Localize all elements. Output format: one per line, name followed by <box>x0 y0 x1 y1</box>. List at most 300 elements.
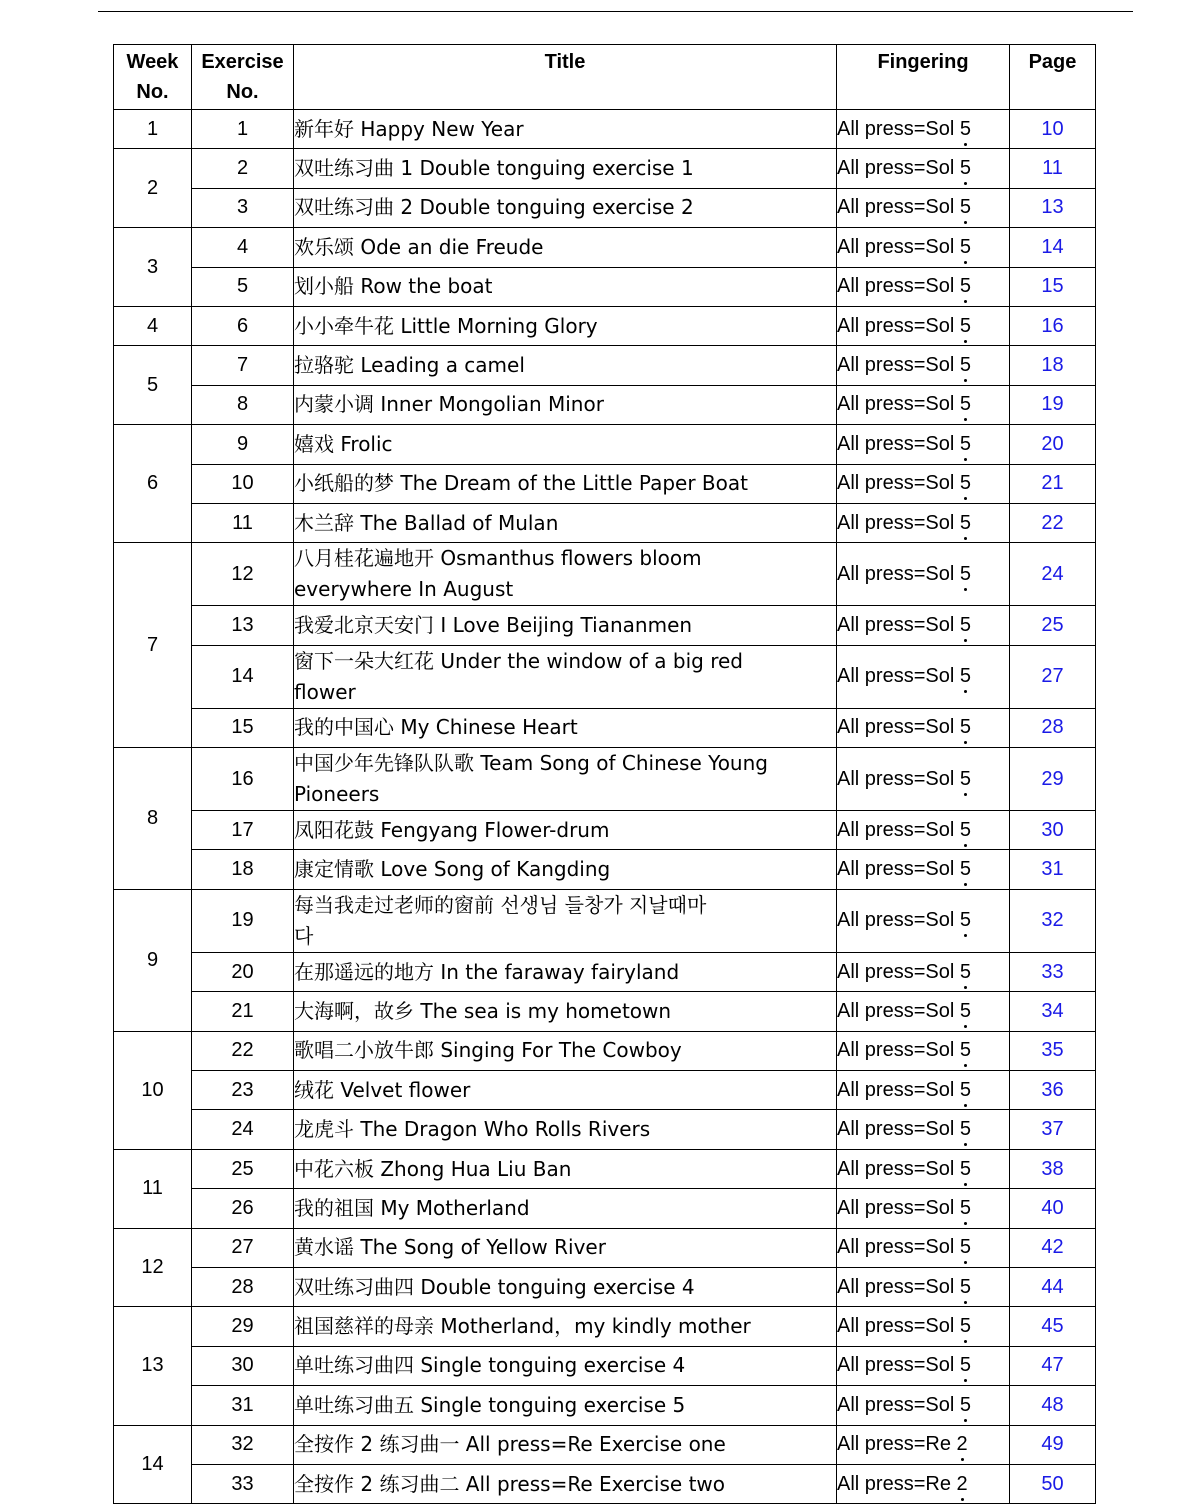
fingering <box>837 1425 1010 1464</box>
fingering-label: All press=Sol <box>837 1354 955 1377</box>
fingering-note: 2 <box>957 1433 968 1456</box>
page-link[interactable]: 49 <box>1010 1425 1096 1464</box>
exercise-title <box>294 748 837 811</box>
fingering <box>837 385 1010 424</box>
exercise-title <box>294 1346 837 1385</box>
title-line: 每当我走过老师的窗前 선생님 들창가 지날때마 <box>294 892 707 917</box>
fingering <box>837 346 1010 385</box>
table-row <box>114 1149 1096 1188</box>
page-link[interactable]: 47 <box>1010 1346 1096 1385</box>
table-body <box>114 110 1096 1504</box>
exercise-number: 6 <box>192 306 294 345</box>
table-row <box>114 425 1096 464</box>
exercise-title <box>294 708 837 747</box>
low-octave-dot-icon <box>961 1458 964 1461</box>
fingering <box>837 1346 1010 1385</box>
fingering <box>837 708 1010 747</box>
exercise-title <box>294 1228 837 1267</box>
page-link[interactable]: 18 <box>1010 346 1096 385</box>
table-row <box>114 1425 1096 1464</box>
exercise-table <box>113 44 1096 1504</box>
exercise-number: 33 <box>192 1464 294 1503</box>
title-line: 黄水谣 The Song of Yellow River <box>294 1235 606 1260</box>
page-link[interactable]: 20 <box>1010 425 1096 464</box>
week-number: 14 <box>114 1425 192 1504</box>
table-row <box>114 645 1096 708</box>
fingering-note: 5 <box>960 665 971 688</box>
title-line: 窗下一朵大红花 Under the window of a big red <box>294 648 744 673</box>
low-octave-dot-icon <box>964 883 967 886</box>
page-link[interactable]: 16 <box>1010 306 1096 345</box>
exercise-number: 4 <box>192 228 294 267</box>
fingering-note: 5 <box>960 1354 971 1377</box>
page-link[interactable]: 21 <box>1010 464 1096 503</box>
fingering-label: All press=Sol <box>837 1393 955 1416</box>
title-line: 木兰辞 The Ballad of Mulan <box>294 510 559 535</box>
exercise-title <box>294 1425 837 1464</box>
table-row <box>114 1189 1096 1228</box>
low-octave-dot-icon <box>964 1340 967 1343</box>
exercise-title <box>294 385 837 424</box>
exercise-number: 18 <box>192 850 294 889</box>
fingering <box>837 425 1010 464</box>
fingering-label: All press=Sol <box>837 511 955 534</box>
week-number: 3 <box>114 228 192 307</box>
exercise-title <box>294 992 837 1031</box>
fingering-label: All press=Sol <box>837 314 955 337</box>
low-octave-dot-icon <box>961 1498 964 1501</box>
page-link[interactable]: 44 <box>1010 1267 1096 1306</box>
table-row <box>114 543 1096 606</box>
page-link[interactable]: 38 <box>1010 1149 1096 1188</box>
fingering-note: 5 <box>960 1394 971 1417</box>
fingering-label: All press=Sol <box>837 235 955 258</box>
low-octave-dot-icon <box>964 221 967 224</box>
exercise-number: 13 <box>192 606 294 645</box>
fingering-label: All press=Sol <box>837 562 955 585</box>
fingering-label: All press=Sol <box>837 909 955 932</box>
fingering-label: All press=Sol <box>837 960 955 983</box>
exercise-number: 31 <box>192 1386 294 1425</box>
title-line: 我的中国心 My Chinese Heart <box>294 715 578 740</box>
page-link[interactable]: 19 <box>1010 385 1096 424</box>
page-link[interactable]: 32 <box>1010 889 1096 952</box>
title-line: 小纸船的梦 The Dream of the Little Paper Boat <box>294 471 748 496</box>
exercise-number: 9 <box>192 425 294 464</box>
fingering-label: All press=Sol <box>837 1118 955 1141</box>
exercise-title <box>294 606 837 645</box>
exercise-number: 24 <box>192 1110 294 1149</box>
fingering-label: All press=Sol <box>837 1275 955 1298</box>
low-octave-dot-icon <box>964 497 967 500</box>
table-row <box>114 110 1096 149</box>
exercise-title <box>294 110 837 149</box>
exercise-number: 17 <box>192 811 294 850</box>
low-octave-dot-icon <box>964 1183 967 1186</box>
page-link[interactable]: 45 <box>1010 1307 1096 1346</box>
fingering <box>837 503 1010 542</box>
fingering <box>837 748 1010 811</box>
exercise-title <box>294 1386 837 1425</box>
title-line: 我爱北京天安门 I Love Beijing Tiananmen <box>294 612 693 637</box>
header-title: Title <box>294 45 837 110</box>
fingering-note: 5 <box>960 512 971 535</box>
exercise-number: 2 <box>192 149 294 188</box>
page-link[interactable]: 35 <box>1010 1031 1096 1070</box>
fingering <box>837 149 1010 188</box>
exercise-title <box>294 850 837 889</box>
page-link[interactable]: 25 <box>1010 606 1096 645</box>
fingering <box>837 850 1010 889</box>
fingering-label: All press=Sol <box>837 818 955 841</box>
fingering-note: 5 <box>960 909 971 932</box>
fingering-label: All press=Sol <box>837 999 955 1022</box>
low-octave-dot-icon <box>964 1143 967 1146</box>
week-number: 4 <box>114 306 192 345</box>
exercise-number: 15 <box>192 708 294 747</box>
title-line: 祖国慈祥的母亲 Motherland，my kindly mother <box>294 1314 751 1339</box>
week-number: 7 <box>114 543 192 748</box>
exercise-number: 19 <box>192 889 294 952</box>
exercise-number: 12 <box>192 543 294 606</box>
fingering-note: 5 <box>960 275 971 298</box>
title-line: 全按作 2 练习曲一 All press=Re Exercise one <box>294 1432 726 1457</box>
week-number: 1 <box>114 110 192 149</box>
low-octave-dot-icon <box>964 537 967 540</box>
exercise-title <box>294 952 837 991</box>
header-row <box>114 45 1096 110</box>
low-octave-dot-icon <box>964 300 967 303</box>
week-number: 10 <box>114 1031 192 1149</box>
low-octave-dot-icon <box>964 143 967 146</box>
title-line: 单吐练习曲五 Single tonguing exercise 5 <box>294 1392 686 1417</box>
title-line: 八月桂花遍地开 Osmanthus flowers bloom <box>294 546 702 571</box>
low-octave-dot-icon <box>964 458 967 461</box>
page-link[interactable]: 31 <box>1010 850 1096 889</box>
low-octave-dot-icon <box>964 261 967 264</box>
table-row <box>114 708 1096 747</box>
exercise-number: 20 <box>192 952 294 991</box>
table-row <box>114 503 1096 542</box>
exercise-title <box>294 228 837 267</box>
title-line-continued: everywhere In August <box>294 577 514 602</box>
exercise-title <box>294 425 837 464</box>
fingering-label: All press=Re <box>837 1472 951 1495</box>
fingering-label: All press=Sol <box>837 1196 955 1219</box>
fingering-label: All press=Sol <box>837 1078 955 1101</box>
table-row <box>114 952 1096 991</box>
fingering-note: 5 <box>960 354 971 377</box>
fingering-note: 5 <box>960 1079 971 1102</box>
exercise-number: 27 <box>192 1228 294 1267</box>
fingering-note: 5 <box>960 614 971 637</box>
fingering <box>837 110 1010 149</box>
fingering <box>837 188 1010 227</box>
page-link[interactable]: 30 <box>1010 811 1096 850</box>
title-line: 中花六板 Zhong Hua Liu Ban <box>294 1156 572 1181</box>
title-line: 绒花 Velvet flower <box>294 1077 471 1102</box>
title-line: 歌唱二小放牛郎 Singing For The Cowboy <box>294 1038 682 1063</box>
exercise-number: 23 <box>192 1071 294 1110</box>
fingering <box>837 267 1010 306</box>
exercise-number: 1 <box>192 110 294 149</box>
exercise-title <box>294 645 837 708</box>
fingering <box>837 464 1010 503</box>
exercise-number: 10 <box>192 464 294 503</box>
low-octave-dot-icon <box>964 1064 967 1067</box>
fingering-note: 5 <box>960 472 971 495</box>
exercise-number: 26 <box>192 1189 294 1228</box>
page-link[interactable]: 11 <box>1010 149 1096 188</box>
fingering-label: All press=Sol <box>837 432 955 455</box>
fingering-note: 5 <box>960 858 971 881</box>
low-octave-dot-icon <box>964 986 967 989</box>
header-page: Page <box>1010 45 1096 110</box>
title-line: 康定情歌 Love Song of Kangding <box>294 857 611 882</box>
exercise-title <box>294 1464 837 1503</box>
fingering-note: 5 <box>960 157 971 180</box>
table-row <box>114 889 1096 952</box>
table-row <box>114 1346 1096 1385</box>
page-link[interactable]: 10 <box>1010 110 1096 149</box>
fingering-note: 5 <box>960 716 971 739</box>
title-line: 我的祖国 My Motherland <box>294 1195 530 1220</box>
fingering-label: All press=Sol <box>837 157 955 180</box>
title-line: 内蒙小调 Inner Mongolian Minor <box>294 392 604 417</box>
week-number: 6 <box>114 425 192 543</box>
fingering-note: 5 <box>960 315 971 338</box>
title-line: 拉骆驼 Leading a camel <box>294 353 525 378</box>
exercise-title <box>294 1031 837 1070</box>
fingering <box>837 1071 1010 1110</box>
fingering <box>837 1267 1010 1306</box>
exercise-number: 30 <box>192 1346 294 1385</box>
fingering <box>837 889 1010 952</box>
page-link[interactable]: 27 <box>1010 645 1096 708</box>
title-line: 小小牵牛花 Little Morning Glory <box>294 313 598 338</box>
fingering-note: 5 <box>960 433 971 456</box>
exercise-title <box>294 503 837 542</box>
page-link[interactable]: 13 <box>1010 188 1096 227</box>
exercise-title <box>294 1110 837 1149</box>
fingering-label: All press=Sol <box>837 117 955 140</box>
fingering-note: 5 <box>960 393 971 416</box>
title-line: 双吐练习曲四 Double tonguing exercise 4 <box>294 1274 695 1299</box>
title-line: 单吐练习曲四 Single tonguing exercise 4 <box>294 1353 686 1378</box>
title-line: 全按作 2 练习曲二 All press=Re Exercise two <box>294 1471 726 1496</box>
fingering-note: 5 <box>960 1000 971 1023</box>
table-row <box>114 748 1096 811</box>
title-line: 龙虎斗 The Dragon Who Rolls Rivers <box>294 1117 651 1142</box>
exercise-number: 7 <box>192 346 294 385</box>
exercise-title <box>294 811 837 850</box>
fingering-note: 5 <box>960 1158 971 1181</box>
fingering <box>837 1228 1010 1267</box>
fingering-note: 5 <box>960 236 971 259</box>
fingering <box>837 1149 1010 1188</box>
page-link[interactable]: 29 <box>1010 748 1096 811</box>
fingering-note: 5 <box>960 1118 971 1141</box>
table-row <box>114 1071 1096 1110</box>
exercise-number: 22 <box>192 1031 294 1070</box>
title-line-continued: flower <box>294 679 356 704</box>
low-octave-dot-icon <box>964 793 967 796</box>
title-line: 大海啊，故乡 The sea is my hometown <box>294 998 672 1023</box>
header-exercise: Exercise No. <box>192 45 294 110</box>
fingering-label: All press=Sol <box>837 1157 955 1180</box>
page-link[interactable]: 48 <box>1010 1386 1096 1425</box>
exercise-title <box>294 1307 837 1346</box>
table-row <box>114 811 1096 850</box>
table-row <box>114 992 1096 1031</box>
page-link[interactable]: 37 <box>1010 1110 1096 1149</box>
exercise-title <box>294 543 837 606</box>
page-link[interactable]: 34 <box>1010 992 1096 1031</box>
fingering <box>837 306 1010 345</box>
page-link[interactable]: 24 <box>1010 543 1096 606</box>
fingering-label: All press=Sol <box>837 472 955 495</box>
low-octave-dot-icon <box>964 690 967 693</box>
exercise-title <box>294 188 837 227</box>
exercise-number: 16 <box>192 748 294 811</box>
low-octave-dot-icon <box>964 741 967 744</box>
week-number: 9 <box>114 889 192 1031</box>
page-link[interactable]: 33 <box>1010 952 1096 991</box>
title-line: 划小船 Row the boat <box>294 274 493 299</box>
fingering <box>837 1189 1010 1228</box>
fingering-note: 5 <box>960 768 971 791</box>
page-link[interactable]: 40 <box>1010 1189 1096 1228</box>
low-octave-dot-icon <box>964 1025 967 1028</box>
fingering <box>837 645 1010 708</box>
fingering-label: All press=Sol <box>837 1236 955 1259</box>
title-line: 凤阳花鼓 Fengyang Flower-drum <box>294 817 610 842</box>
fingering-note: 2 <box>957 1473 968 1496</box>
table-row <box>114 306 1096 345</box>
fingering <box>837 1031 1010 1070</box>
fingering-label: All press=Sol <box>837 858 955 881</box>
table-row <box>114 188 1096 227</box>
fingering <box>837 1110 1010 1149</box>
table-row <box>114 1110 1096 1149</box>
low-octave-dot-icon <box>964 182 967 185</box>
low-octave-dot-icon <box>964 639 967 642</box>
top-rule <box>98 11 1133 12</box>
fingering-note: 5 <box>960 118 971 141</box>
exercise-title <box>294 464 837 503</box>
table-row <box>114 850 1096 889</box>
fingering-note: 5 <box>960 819 971 842</box>
exercise-title <box>294 306 837 345</box>
low-octave-dot-icon <box>964 588 967 591</box>
low-octave-dot-icon <box>964 340 967 343</box>
fingering <box>837 543 1010 606</box>
page-link[interactable]: 22 <box>1010 503 1096 542</box>
table-row <box>114 1228 1096 1267</box>
fingering-note: 5 <box>960 196 971 219</box>
table-row <box>114 1307 1096 1346</box>
fingering-label: All press=Sol <box>837 1315 955 1338</box>
page-link[interactable]: 14 <box>1010 228 1096 267</box>
table-row <box>114 267 1096 306</box>
exercise-title <box>294 149 837 188</box>
table-row <box>114 1386 1096 1425</box>
fingering-note: 5 <box>960 1315 971 1338</box>
page-link[interactable]: 42 <box>1010 1228 1096 1267</box>
title-line-continued: 다 <box>294 923 314 948</box>
low-octave-dot-icon <box>964 844 967 847</box>
table-row <box>114 385 1096 424</box>
fingering-label: All press=Sol <box>837 393 955 416</box>
fingering <box>837 811 1010 850</box>
low-octave-dot-icon <box>964 1261 967 1264</box>
low-octave-dot-icon <box>964 418 967 421</box>
title-line: 双吐练习曲 2 Double tonguing exercise 2 <box>294 195 694 220</box>
fingering-label: All press=Sol <box>837 767 955 790</box>
week-number: 13 <box>114 1307 192 1425</box>
fingering <box>837 1307 1010 1346</box>
table-row <box>114 1464 1096 1503</box>
fingering <box>837 992 1010 1031</box>
fingering-label: All press=Sol <box>837 613 955 636</box>
week-number: 12 <box>114 1228 192 1307</box>
week-number: 11 <box>114 1149 192 1228</box>
low-octave-dot-icon <box>964 379 967 382</box>
low-octave-dot-icon <box>964 1301 967 1304</box>
fingering-note: 5 <box>960 1236 971 1259</box>
exercise-number: 5 <box>192 267 294 306</box>
page-link[interactable]: 28 <box>1010 708 1096 747</box>
exercise-title <box>294 346 837 385</box>
table-row <box>114 346 1096 385</box>
table-row <box>114 464 1096 503</box>
fingering-label: All press=Re <box>837 1433 951 1456</box>
title-line-continued: Pioneers <box>294 782 380 807</box>
title-line: 新年好 Happy New Year <box>294 116 524 141</box>
fingering <box>837 952 1010 991</box>
page-link[interactable]: 50 <box>1010 1464 1096 1503</box>
week-number: 8 <box>114 748 192 890</box>
low-octave-dot-icon <box>964 1104 967 1107</box>
fingering-label: All press=Sol <box>837 716 955 739</box>
low-octave-dot-icon <box>964 1419 967 1422</box>
fingering <box>837 228 1010 267</box>
low-octave-dot-icon <box>964 1222 967 1225</box>
exercise-title <box>294 1071 837 1110</box>
title-line: 双吐练习曲 1 Double tonguing exercise 1 <box>294 156 694 181</box>
fingering-label: All press=Sol <box>837 354 955 377</box>
table-row <box>114 1267 1096 1306</box>
header-week: Week No. <box>114 45 192 110</box>
page-link[interactable]: 36 <box>1010 1071 1096 1110</box>
week-number: 2 <box>114 149 192 228</box>
exercise-number: 14 <box>192 645 294 708</box>
exercise-number: 21 <box>192 992 294 1031</box>
table-row <box>114 228 1096 267</box>
exercise-title <box>294 889 837 952</box>
fingering-note: 5 <box>960 961 971 984</box>
fingering-label: All press=Sol <box>837 275 955 298</box>
exercise-number: 8 <box>192 385 294 424</box>
exercise-number: 28 <box>192 1267 294 1306</box>
page-link[interactable]: 15 <box>1010 267 1096 306</box>
low-octave-dot-icon <box>964 934 967 937</box>
exercise-title <box>294 1149 837 1188</box>
exercise-title <box>294 1267 837 1306</box>
title-line: 欢乐颂 Ode an die Freude <box>294 234 544 259</box>
exercise-title <box>294 1189 837 1228</box>
fingering-label: All press=Sol <box>837 196 955 219</box>
